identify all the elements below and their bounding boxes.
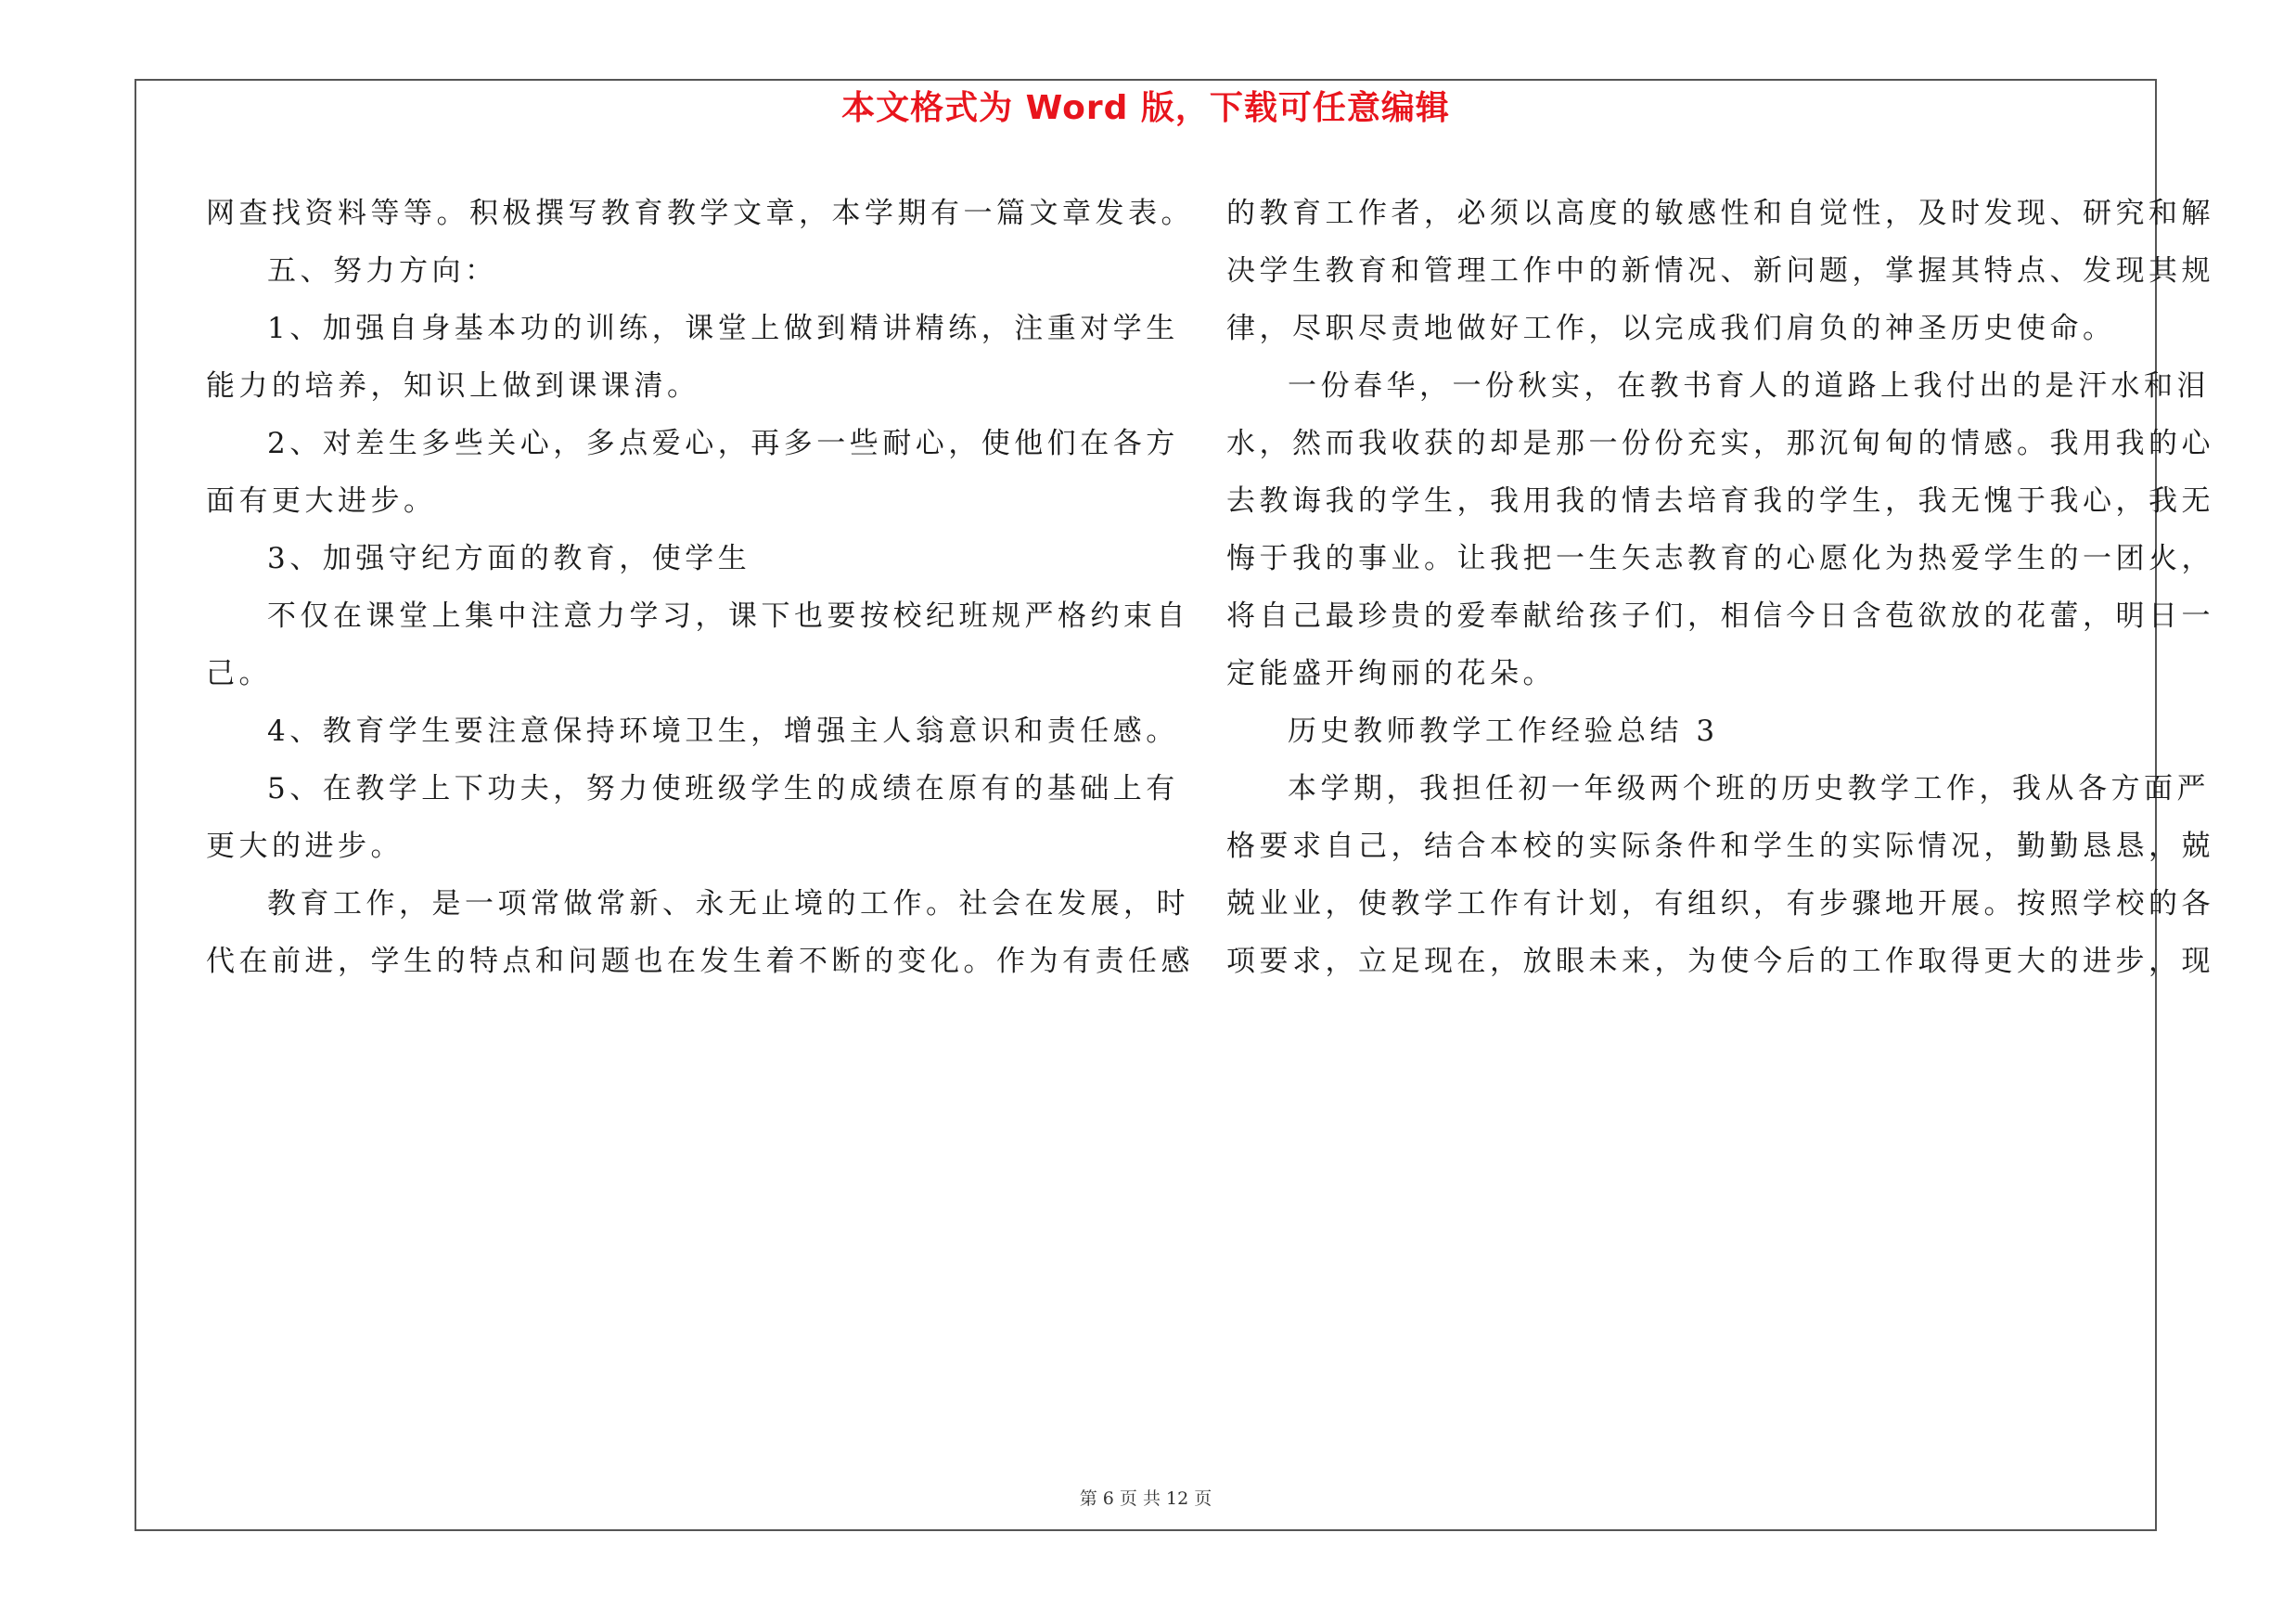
text-line: 水，然而我收获的却是那一份份充实，那沉甸甸的情感。我用我的心 <box>1226 427 2214 460</box>
text-line: 不仅在课堂上集中注意力学习，课下也要按校纪班规严格约束自 <box>267 599 1189 633</box>
text-line: 的教育工作者，必须以高度的敏感性和自觉性，及时发现、研究和解 <box>1226 197 2214 230</box>
text-line: 能力的培养，知识上做到课课清。 <box>206 369 700 403</box>
text-line: 网查找资料等等。积极撰写教育教学文章，本学期有一篇文章发表。 <box>206 197 1194 230</box>
text-line: 代在前进，学生的特点和问题也在发生着不断的变化。作为有责任感 <box>206 945 1194 978</box>
text-line: 历史教师教学工作经验总结 3 <box>1288 715 1719 748</box>
text-line: 项要求，立足现在，放眼未来，为使今后的工作取得更大的进步，现 <box>1226 945 2214 978</box>
text-line: 教育工作，是一项常做常新、永无止境的工作。社会在发展，时 <box>267 887 1189 921</box>
text-line: 面有更大进步。 <box>206 484 437 518</box>
text-line: 2、对差生多些关心，多点爱心，再多一些耐心，使他们在各方 <box>267 427 1179 460</box>
text-line: 己。 <box>206 657 272 690</box>
text-line: 1、加强自身基本功的训练，课堂上做到精讲精练，注重对学生 <box>267 312 1179 345</box>
text-line: 更大的进步。 <box>206 830 404 863</box>
text-line: 将自己最珍贵的爱奉献给孩子们，相信今日含苞欲放的花蕾，明日一 <box>1226 599 2214 633</box>
text-line: 4、教育学生要注意保持环境卫生，增强主人翁意识和责任感。 <box>267 715 1179 748</box>
text-line: 五、努力方向： <box>267 254 498 288</box>
text-line: 悔于我的事业。让我把一生矢志教育的心愿化为热爱学生的一团火， <box>1226 542 2214 575</box>
text-line: 本学期，我担任初一年级两个班的历史教学工作，我从各方面严 <box>1288 772 2210 805</box>
format-banner: 本文格式为 Word 版，下载可任意编辑 <box>841 89 1450 127</box>
text-line: 兢业业，使教学工作有计划，有组织，有步骤地开展。按照学校的各 <box>1226 887 2214 921</box>
text-line: 5、在教学上下功夫，努力使班级学生的成绩在原有的基础上有 <box>267 772 1179 805</box>
text-line: 律，尽职尽责地做好工作，以完成我们肩负的神圣历史使命。 <box>1226 312 2116 345</box>
text-line: 3、加强守纪方面的教育，使学生 <box>267 542 751 575</box>
text-line: 一份春华，一份秋实，在教书育人的道路上我付出的是汗水和泪 <box>1288 369 2210 403</box>
text-line: 决学生教育和管理工作中的新情况、新问题，掌握其特点、发现其规 <box>1226 254 2214 288</box>
text-line: 格要求自己，结合本校的实际条件和学生的实际情况，勤勤恳恳，兢 <box>1226 830 2214 863</box>
text-line: 去教诲我的学生，我用我的情去培育我的学生，我无愧于我心，我无 <box>1226 484 2214 518</box>
text-line: 定能盛开绚丽的花朵。 <box>1226 657 1556 690</box>
page-number-footer: 第 6 页 共 12 页 <box>1079 1488 1212 1509</box>
